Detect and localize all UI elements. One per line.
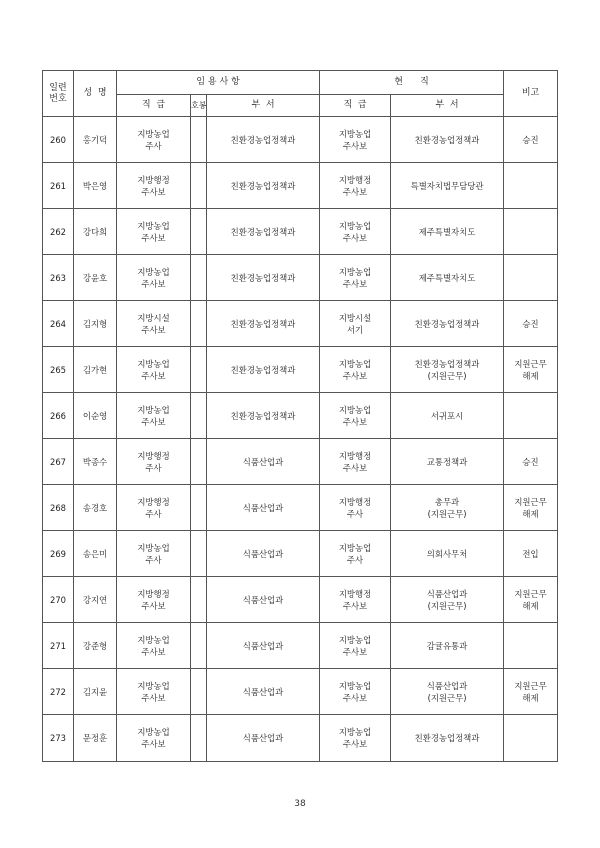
appointment-rank-cell-line: 지방농업 — [137, 266, 170, 277]
appointment-rank-cell-line: 주사보 — [141, 278, 166, 289]
appointment-rank-cell — [117, 255, 191, 301]
serial-cell — [43, 669, 74, 715]
remark-cell — [504, 393, 558, 439]
appointment-department-cell-line: 친환경농업정책과 — [230, 364, 296, 375]
current-rank-cell-line: 지방농업 — [338, 220, 372, 231]
header-appt-rank: 직 급 — [117, 95, 191, 117]
appointment-rank-cell-line: 지방농업 — [137, 542, 170, 553]
header-cur-dept: 부 서 — [391, 95, 504, 117]
current-department-cell-line: 친환경농업정책과 — [414, 358, 480, 369]
current-department-cell — [391, 347, 504, 393]
table-row — [43, 393, 558, 439]
serial-cell-line: 260 — [50, 134, 66, 145]
current-department-cell-line: 특별자치법무담당관 — [410, 180, 484, 191]
appointment-rank-cell-line: 지방시설 — [137, 312, 170, 323]
current-rank-cell — [320, 485, 391, 531]
current-department-cell-line: 총무과 — [434, 496, 460, 507]
current-rank-cell — [320, 393, 391, 439]
name-cell-line: 강준형 — [82, 640, 108, 651]
serial-cell — [43, 715, 74, 762]
name-cell — [74, 485, 117, 531]
current-department-cell — [391, 577, 504, 623]
current-rank-cell-line: 주사보 — [342, 600, 368, 611]
current-rank-cell-line: 지방농업 — [338, 404, 372, 415]
header-serial: 일련 번호 — [43, 71, 74, 117]
remark-cell — [504, 163, 558, 209]
serial-cell-line: 264 — [50, 318, 66, 329]
table-row — [43, 255, 558, 301]
remark-cell — [504, 209, 558, 255]
appointment-rank-cell — [117, 715, 191, 762]
current-rank-cell-line: 지방농업 — [338, 680, 372, 691]
name-cell — [74, 117, 117, 163]
current-rank-cell-line: 주사 — [346, 508, 364, 519]
current-rank-cell — [320, 577, 391, 623]
current-department-cell — [391, 715, 504, 762]
appointment-rank-cell-line: 주사보 — [141, 692, 166, 703]
appointment-department-cell — [207, 623, 320, 669]
serial-cell-line: 268 — [50, 502, 66, 513]
appointment-grade-cell — [191, 255, 207, 301]
serial-cell-line: 261 — [50, 180, 66, 191]
remark-cell-line: 승진 — [522, 456, 539, 467]
appointment-department-cell-line: 식품산업과 — [242, 548, 284, 559]
appointment-rank-cell-line: 주사보 — [141, 600, 166, 611]
appointment-grade-cell — [191, 347, 207, 393]
appointment-grade-cell — [191, 715, 207, 762]
current-department-cell — [391, 485, 504, 531]
current-rank-cell — [320, 117, 391, 163]
current-department-cell-line: 교통정책과 — [426, 456, 468, 467]
remark-cell — [504, 669, 558, 715]
name-cell-line: 송은미 — [82, 548, 108, 559]
appointment-department-cell — [207, 715, 320, 762]
remark-cell-line: 지원근무 — [514, 588, 547, 599]
serial-cell-line: 265 — [50, 364, 66, 375]
serial-cell — [43, 163, 74, 209]
appointment-rank-cell — [117, 485, 191, 531]
appointment-rank-cell-line: 주사보 — [141, 739, 166, 749]
current-rank-cell-line: 지방행정 — [338, 588, 372, 599]
serial-cell — [43, 439, 74, 485]
current-rank-cell-line: 주사보 — [342, 140, 368, 151]
remark-cell-line: 승진 — [522, 318, 539, 329]
appointment-rank-cell-line: 지방농업 — [137, 220, 170, 231]
header-appt-grade: 호봉 — [191, 95, 207, 117]
header-current-group: 현 직 — [320, 71, 504, 95]
current-department-cell-line: (지원근무) — [427, 692, 467, 703]
name-cell-line: 송경호 — [82, 502, 108, 513]
current-department-cell — [391, 163, 504, 209]
serial-cell-line: 273 — [50, 733, 66, 743]
table-row — [43, 347, 558, 393]
appointment-rank-cell — [117, 163, 191, 209]
appointment-department-cell — [207, 163, 320, 209]
appointment-grade-cell — [191, 577, 207, 623]
appointment-department-cell — [207, 347, 320, 393]
current-rank-cell — [320, 531, 391, 577]
table-row — [43, 209, 558, 255]
current-rank-cell-line: 주사보 — [342, 232, 368, 243]
appointment-rank-cell-line: 지방행정 — [137, 496, 170, 507]
appointment-rank-cell-line: 주사보 — [141, 324, 166, 335]
current-rank-cell-line: 주사보 — [342, 370, 368, 381]
remark-cell — [504, 439, 558, 485]
appointment-rank-cell — [117, 209, 191, 255]
remark-cell — [504, 623, 558, 669]
current-department-cell-line: 감귤유통과 — [426, 640, 468, 651]
appointment-rank-cell-line: 지방농업 — [137, 128, 170, 139]
appointment-rank-cell — [117, 393, 191, 439]
current-rank-cell — [320, 439, 391, 485]
current-department-cell — [391, 439, 504, 485]
current-department-cell-line: 서귀포시 — [430, 410, 464, 421]
remark-cell-line: 해제 — [522, 692, 539, 703]
current-department-cell-line: 식품산업과 — [426, 588, 468, 599]
appointment-department-cell — [207, 301, 320, 347]
remark-cell — [504, 531, 558, 577]
current-rank-cell — [320, 255, 391, 301]
name-cell-line: 김지윤 — [82, 686, 108, 697]
serial-cell-line: 270 — [50, 594, 66, 605]
serial-cell — [43, 531, 74, 577]
appointment-rank-cell-line: 주사 — [145, 554, 162, 565]
serial-cell-line: 272 — [50, 686, 66, 697]
table-row — [43, 439, 558, 485]
current-rank-cell — [320, 715, 391, 762]
appointment-department-cell-line: 친환경농업정책과 — [230, 410, 296, 421]
appointment-rank-cell-line: 지방행정 — [137, 450, 170, 461]
serial-cell-line: 266 — [50, 410, 66, 421]
serial-cell-line: 271 — [50, 640, 66, 651]
current-department-cell — [391, 117, 504, 163]
name-cell-line: 강윤호 — [82, 272, 108, 283]
remark-cell — [504, 255, 558, 301]
current-rank-cell-line: 주사보 — [342, 739, 368, 749]
appointment-department-cell-line: 식품산업과 — [242, 502, 284, 513]
remark-cell-line: 전입 — [522, 548, 539, 559]
appointment-department-cell-line: 식품산업과 — [242, 686, 284, 697]
header-name: 성 명 — [74, 71, 117, 117]
appointment-rank-cell-line: 주사보 — [141, 416, 166, 427]
appointment-department-cell-line: 친환경농업정책과 — [230, 226, 296, 237]
appointment-grade-cell — [191, 209, 207, 255]
current-rank-cell — [320, 623, 391, 669]
table-row — [43, 577, 558, 623]
appointment-grade-cell — [191, 669, 207, 715]
table-row — [43, 485, 558, 531]
current-department-cell-line: 제주특별자치도 — [418, 226, 476, 237]
name-cell — [74, 623, 117, 669]
serial-cell-line: 262 — [50, 226, 66, 237]
remark-cell-line: 지원근무 — [514, 358, 547, 369]
remark-cell-line: 지원근무 — [514, 680, 547, 691]
appointment-grade-cell — [191, 485, 207, 531]
appointment-department-cell — [207, 255, 320, 301]
serial-cell-line: 267 — [50, 456, 66, 467]
serial-cell — [43, 577, 74, 623]
appointment-grade-cell — [191, 163, 207, 209]
appointment-department-cell-line: 친환경농업정책과 — [230, 318, 296, 329]
current-rank-cell — [320, 163, 391, 209]
name-cell-line: 김가현 — [82, 364, 108, 375]
name-cell — [74, 715, 117, 762]
current-rank-cell-line: 서기 — [346, 324, 364, 335]
header-remarks: 비고 — [504, 71, 558, 117]
current-rank-cell-line: 지방행정 — [338, 496, 372, 507]
appointment-rank-cell-line: 주사보 — [141, 186, 166, 197]
appointment-rank-cell — [117, 669, 191, 715]
appointment-rank-cell-line: 지방행정 — [137, 588, 170, 599]
current-rank-cell — [320, 301, 391, 347]
serial-cell — [43, 485, 74, 531]
page-number: 38 — [294, 799, 306, 809]
appointment-grade-cell — [191, 531, 207, 577]
name-cell — [74, 209, 117, 255]
current-rank-cell-line: 지방농업 — [338, 128, 372, 139]
current-rank-cell — [320, 347, 391, 393]
appointment-rank-cell-line: 주사 — [145, 462, 162, 473]
appointment-department-cell — [207, 577, 320, 623]
appointment-grade-cell — [191, 117, 207, 163]
remark-cell — [504, 347, 558, 393]
appointment-department-cell-line: 식품산업과 — [242, 733, 284, 743]
header-cur-rank: 직 급 — [320, 95, 391, 117]
name-cell-line: 김지형 — [82, 318, 108, 329]
current-rank-cell-line: 지방농업 — [338, 266, 372, 277]
current-rank-cell-line: 지방행정 — [338, 174, 372, 185]
current-rank-cell-line: 주사 — [346, 554, 364, 565]
header-appt-dept: 부 서 — [207, 95, 320, 117]
appointment-rank-cell — [117, 439, 191, 485]
appointment-department-cell — [207, 531, 320, 577]
current-rank-cell-line: 주사보 — [342, 646, 368, 657]
current-rank-cell — [320, 209, 391, 255]
appointment-rank-cell-line: 주사 — [145, 508, 162, 519]
name-cell-line: 이순영 — [82, 410, 108, 421]
appointment-rank-cell-line: 주사보 — [141, 370, 166, 381]
appointment-department-cell-line: 식품산업과 — [242, 640, 284, 651]
appointment-rank-cell — [117, 623, 191, 669]
current-rank-cell-line: 주사보 — [342, 278, 368, 289]
current-department-cell — [391, 393, 504, 439]
remark-cell — [504, 485, 558, 531]
name-cell-line: 박종수 — [82, 456, 108, 467]
current-rank-cell-line: 지방농업 — [338, 727, 372, 737]
current-rank-cell-line: 지방시설 — [338, 312, 372, 323]
name-cell-line: 홍기덕 — [82, 134, 108, 145]
current-department-cell-line: 식품산업과 — [426, 680, 468, 691]
appointment-rank-cell-line: 지방행정 — [137, 174, 170, 185]
appointment-rank-cell-line: 주사보 — [141, 646, 166, 657]
serial-cell — [43, 393, 74, 439]
serial-cell-line: 263 — [50, 272, 66, 283]
serial-cell — [43, 255, 74, 301]
name-cell — [74, 669, 117, 715]
appointment-grade-cell — [191, 623, 207, 669]
appointment-rank-cell-line: 지방농업 — [137, 358, 170, 369]
table-row — [43, 117, 558, 163]
name-cell — [74, 531, 117, 577]
appointment-grade-cell — [191, 393, 207, 439]
appointment-rank-cell — [117, 117, 191, 163]
name-cell — [74, 163, 117, 209]
current-rank-cell-line: 주사보 — [342, 186, 368, 197]
remark-cell-line: 해제 — [522, 600, 539, 611]
appointment-department-cell-line: 친환경농업정책과 — [230, 272, 296, 283]
serial-cell — [43, 209, 74, 255]
appointment-department-cell — [207, 485, 320, 531]
table-row — [43, 623, 558, 669]
remark-cell — [504, 301, 558, 347]
current-rank-cell-line: 지방농업 — [338, 358, 372, 369]
name-cell-line: 문정훈 — [82, 733, 108, 743]
appointment-department-cell-line: 식품산업과 — [242, 456, 284, 467]
remark-cell — [504, 577, 558, 623]
current-rank-cell-line: 지방농업 — [338, 634, 372, 645]
appointment-department-cell — [207, 117, 320, 163]
name-cell — [74, 393, 117, 439]
header-appointment-group: 임 용 사 항 — [117, 71, 320, 95]
name-cell-line: 강지연 — [82, 594, 108, 605]
current-rank-cell-line: 주사보 — [342, 692, 368, 703]
current-department-cell — [391, 255, 504, 301]
appointment-department-cell — [207, 209, 320, 255]
current-department-cell — [391, 669, 504, 715]
serial-cell — [43, 117, 74, 163]
name-cell — [74, 347, 117, 393]
name-cell — [74, 577, 117, 623]
current-department-cell-line: (지원근무) — [427, 508, 467, 519]
appointment-rank-cell-line: 지방농업 — [137, 680, 170, 691]
table-row — [43, 531, 558, 577]
current-rank-cell-line: 지방행정 — [338, 450, 372, 461]
name-cell — [74, 255, 117, 301]
current-rank-cell — [320, 669, 391, 715]
appointment-rank-cell-line: 주사 — [145, 140, 162, 151]
current-rank-cell-line: 주사보 — [342, 416, 368, 427]
remark-cell-line: 해제 — [522, 508, 539, 519]
current-department-cell — [391, 301, 504, 347]
name-cell-line: 박은영 — [82, 180, 108, 191]
remark-cell-line: 해제 — [522, 370, 539, 381]
current-department-cell-line: (지원근무) — [427, 370, 467, 381]
name-cell-line: 강다희 — [82, 226, 108, 237]
current-rank-cell-line: 주사보 — [342, 462, 368, 473]
name-cell — [74, 439, 117, 485]
appointment-rank-cell-line: 지방농업 — [137, 404, 170, 415]
appointment-rank-cell-line: 지방농업 — [137, 634, 170, 645]
appointment-table — [42, 70, 558, 762]
serial-cell — [43, 347, 74, 393]
remark-cell — [504, 117, 558, 163]
table-row — [43, 715, 558, 762]
serial-cell — [43, 301, 74, 347]
current-department-cell-line: 친환경농업정책과 — [414, 318, 480, 329]
remark-cell-line: 지원근무 — [514, 496, 547, 507]
appointment-rank-cell-line: 지방농업 — [137, 727, 170, 737]
appointment-rank-cell — [117, 301, 191, 347]
table-row — [43, 163, 558, 209]
appointment-department-cell-line: 친환경농업정책과 — [230, 134, 296, 145]
name-cell — [74, 301, 117, 347]
table-row — [43, 301, 558, 347]
appointment-department-cell — [207, 393, 320, 439]
current-department-cell-line: 제주특별자치도 — [418, 272, 476, 283]
appointment-department-cell-line: 식품산업과 — [242, 594, 284, 605]
current-department-cell — [391, 531, 504, 577]
table-row — [43, 669, 558, 715]
serial-cell-line: 269 — [50, 548, 66, 559]
appointment-rank-cell — [117, 531, 191, 577]
current-department-cell-line: 의회사무처 — [426, 548, 468, 559]
current-department-cell-line: (지원근무) — [427, 600, 467, 611]
serial-cell — [43, 623, 74, 669]
current-department-cell — [391, 623, 504, 669]
current-department-cell-line: 친환경농업정책과 — [414, 134, 480, 145]
appointment-department-cell — [207, 439, 320, 485]
appointment-grade-cell — [191, 301, 207, 347]
remark-cell-line: 승진 — [522, 134, 539, 145]
current-department-cell-line: 친환경농업정책과 — [414, 733, 480, 743]
appointment-department-cell — [207, 669, 320, 715]
remark-cell — [504, 715, 558, 762]
appointment-grade-cell — [191, 439, 207, 485]
appointment-rank-cell — [117, 347, 191, 393]
current-rank-cell-line: 지방농업 — [338, 542, 372, 553]
appointment-department-cell-line: 친환경농업정책과 — [230, 180, 296, 191]
current-department-cell — [391, 209, 504, 255]
appointment-rank-cell — [117, 577, 191, 623]
appointment-rank-cell-line: 주사보 — [141, 232, 166, 243]
